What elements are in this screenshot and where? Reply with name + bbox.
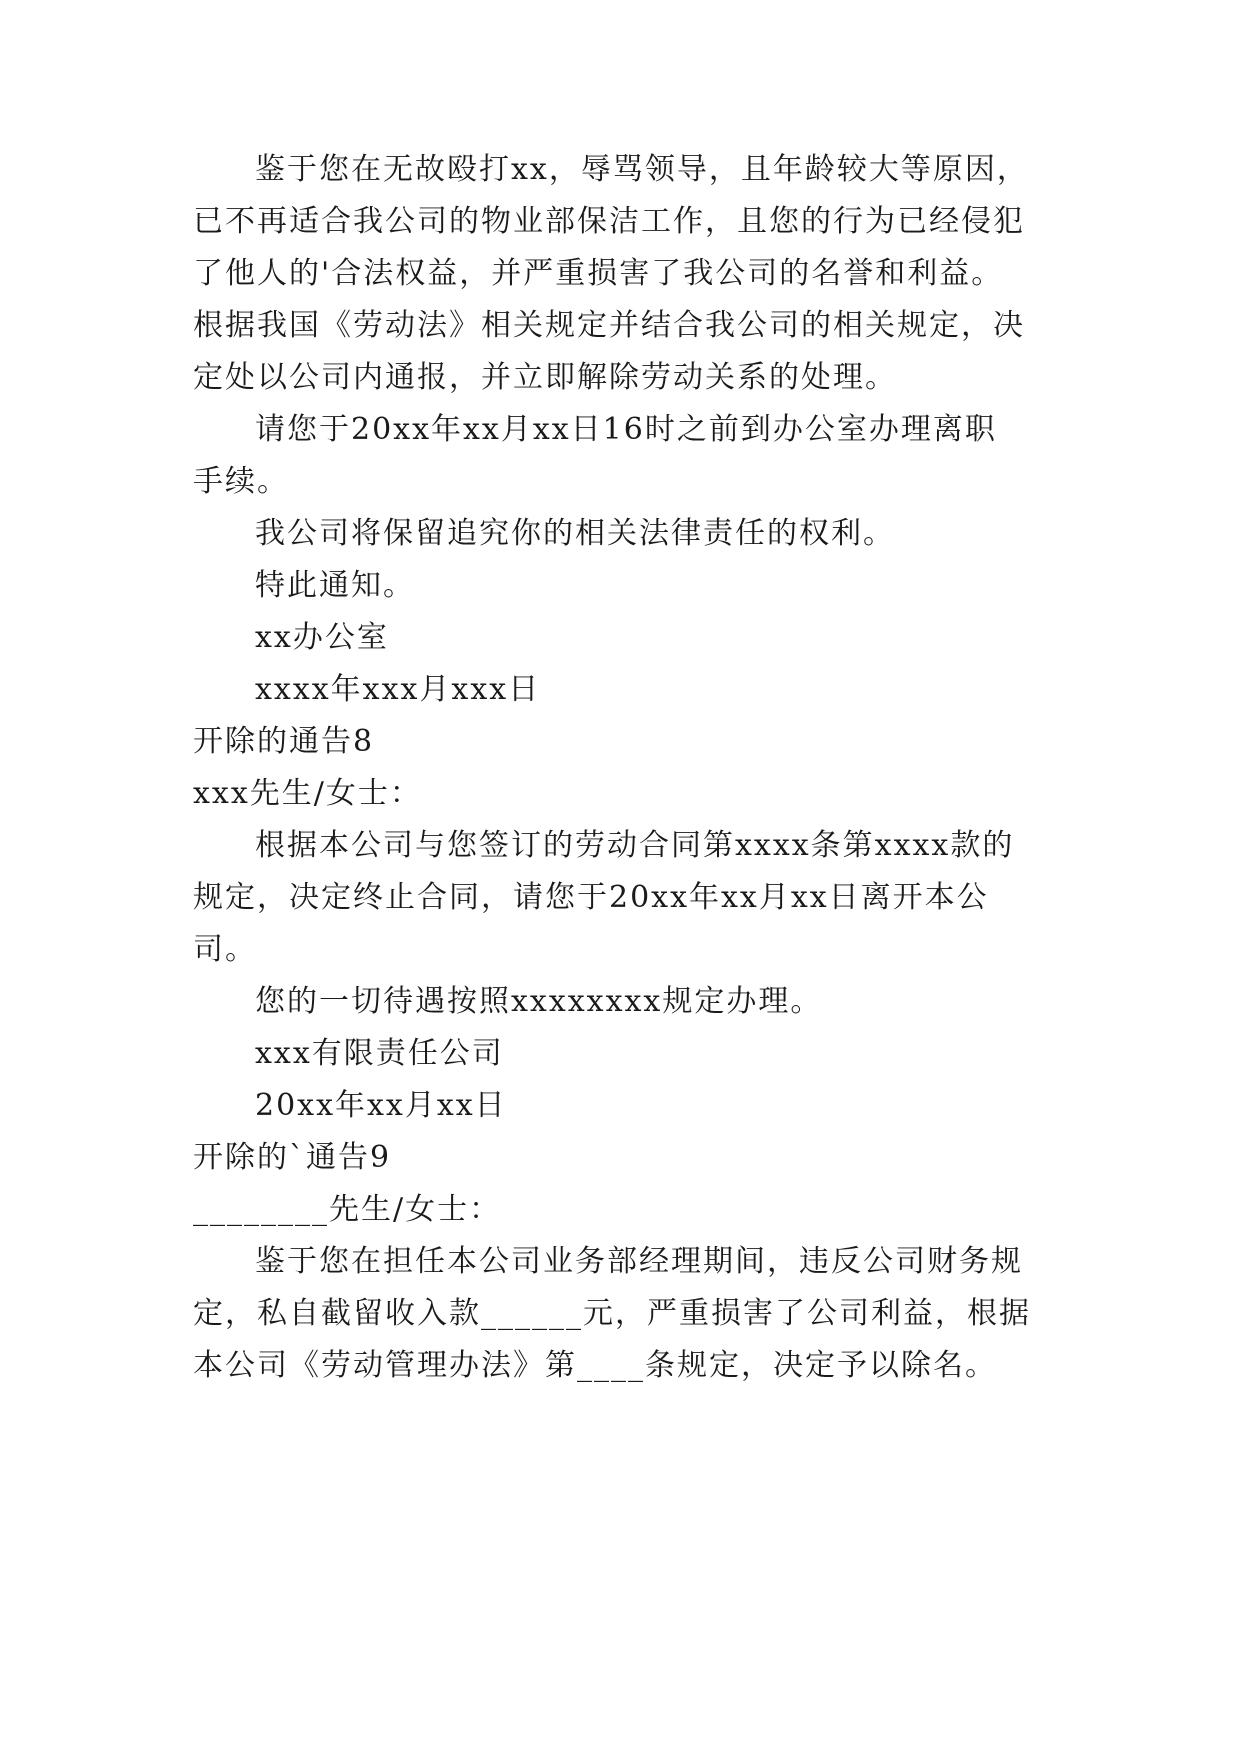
salutation: ________先生/女士： — [193, 1192, 502, 1227]
text-line: 了他人的'合法权益，并严重损害了我公司的名誉和利益。 — [193, 256, 1004, 291]
text-line: 我公司将保留追究你的相关法律责任的权利。 — [255, 516, 895, 551]
signature-date: 20xx年xx月xx日 — [255, 1088, 507, 1123]
text-line: 规定，决定终止合同，请您于20xx年xx月xx日离开本公 — [193, 880, 989, 915]
section-heading: 开除的通告8 — [193, 724, 375, 759]
text-line: 鉴于您在担任本公司业务部经理期间，违反公司财务规 — [255, 1244, 1023, 1279]
signature-office: xx办公室 — [255, 620, 389, 655]
section-heading: 开除的`通告9 — [193, 1140, 392, 1175]
text-line: 本公司《劳动管理办法》第____条规定，决定予以除名。 — [193, 1348, 997, 1383]
signature-company: xxx有限责任公司 — [255, 1036, 504, 1071]
text-line: 司。 — [193, 932, 257, 967]
signature-date: xxxx年xxx月xxx日 — [255, 672, 541, 707]
text-line: 请您于20xx年xx月xx日16时之前到办公室办理离职 — [255, 412, 997, 447]
text-line: 根据我国《劳动法》相关规定并结合我公司的相关规定，决 — [193, 308, 1025, 343]
text-line: 定，私自截留收入款______元，严重损害了公司利益，根据 — [193, 1296, 1031, 1331]
salutation: xxx先生/女士： — [193, 776, 422, 811]
text-line: 根据本公司与您签订的劳动合同第xxxx条第xxxx款的 — [255, 828, 1015, 863]
text-line: 定处以公司内通报，并立即解除劳动关系的处理。 — [193, 360, 897, 395]
text-line: 已不再适合我公司的物业部保洁工作，且您的行为已经侵犯 — [193, 204, 1025, 239]
text-line: 手续。 — [193, 464, 289, 499]
text-line: 鉴于您在无故殴打xx，辱骂领导，且年龄较大等原因， — [255, 152, 1029, 187]
text-line: 特此通知。 — [255, 568, 415, 603]
text-line: 您的一切待遇按照xxxxxxxx规定办理。 — [255, 984, 823, 1019]
